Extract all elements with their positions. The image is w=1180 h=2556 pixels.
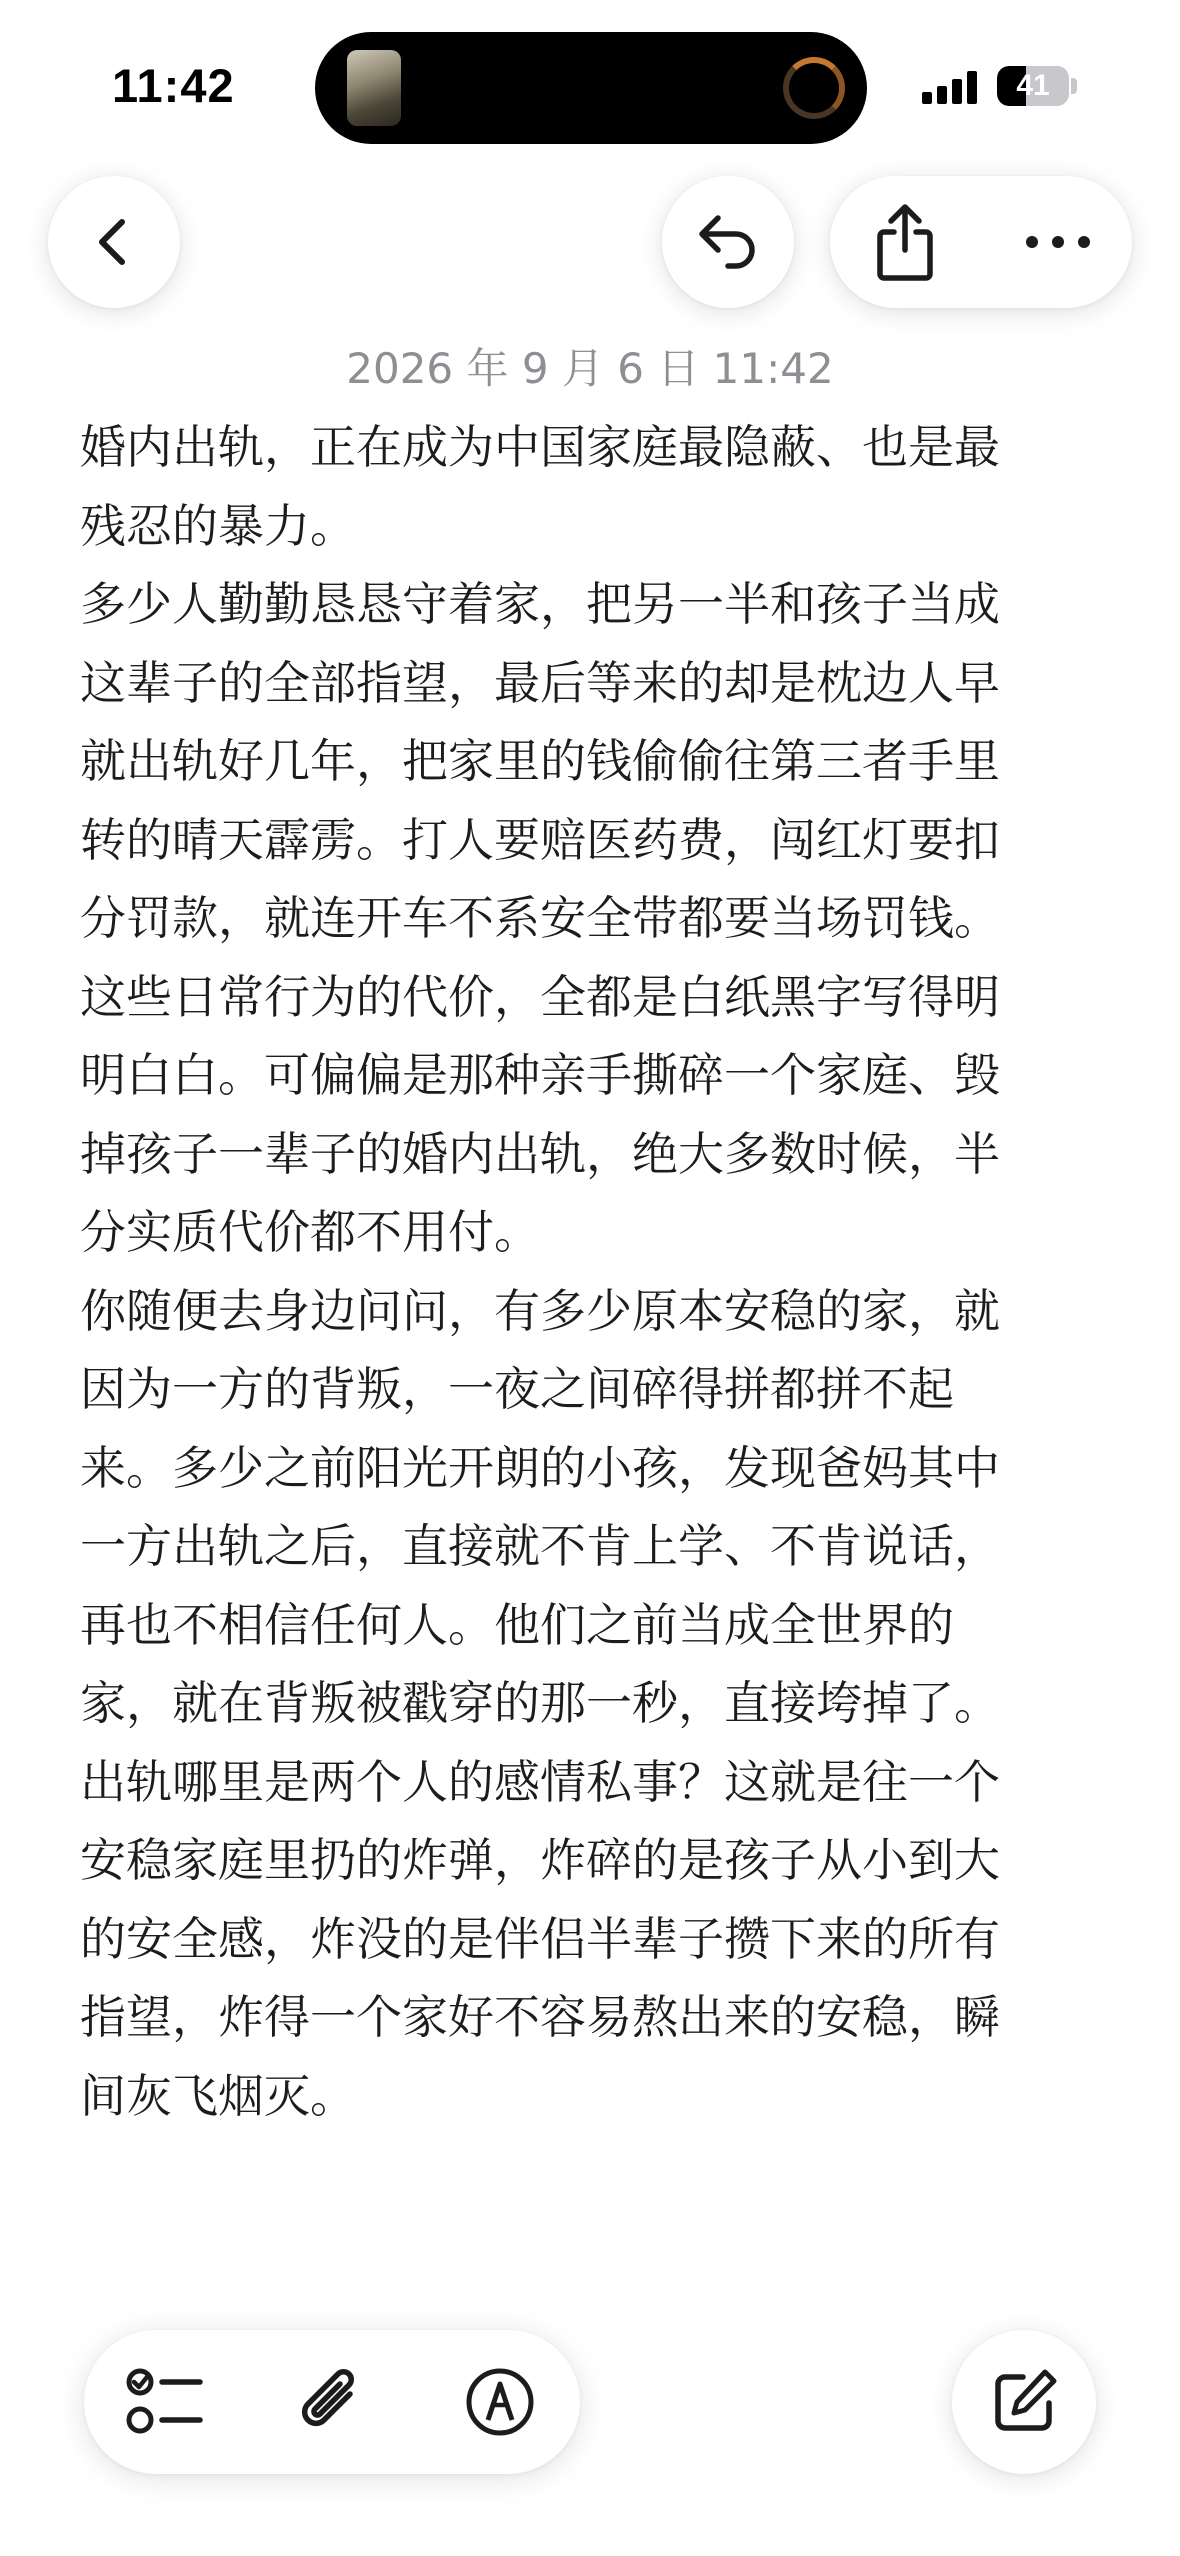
bottom-toolbar bbox=[84, 2330, 580, 2474]
note-text-line[interactable]: 安稳家庭里扔的炸弹，炸碎的是孩子从小到大 bbox=[80, 1833, 1000, 1887]
note-text-line[interactable]: 明白白。可偏偏是那种亲手撕碎一个家庭、毁 bbox=[80, 1048, 1000, 1102]
note-body[interactable] bbox=[80, 408, 1110, 2135]
note-text-line[interactable]: 婚内出轨，正在成为中国家庭最隐蔽、也是最 bbox=[80, 420, 1000, 474]
note-text-line[interactable]: 一方出轨之后，直接就不肯上学、不肯说话， bbox=[80, 1519, 1000, 1573]
note-text-line[interactable]: 因为一方的背叛，一夜之间碎得拼都拼不起 bbox=[80, 1362, 954, 1416]
note-text-line[interactable]: 出轨哪里是两个人的感情私事？这就是往一个 bbox=[80, 1754, 1000, 1809]
actions-pill bbox=[830, 176, 1132, 308]
back-button[interactable] bbox=[48, 176, 180, 308]
note-text-line[interactable]: 家，就在背叛被戳穿的那一秒，直接垮掉了。 bbox=[80, 1676, 1000, 1730]
note-text-line[interactable]: 分实质代价都不用付。 bbox=[80, 1205, 540, 1259]
note-text-line[interactable]: 指望，炸得一个家好不容易熬出来的安稳，瞬 bbox=[80, 1990, 1000, 2044]
note-text-line[interactable]: 这些日常行为的代价，全都是白纸黑字写得明 bbox=[80, 969, 1000, 1024]
cellular-signal-icon bbox=[922, 70, 978, 104]
compose-button[interactable] bbox=[952, 2330, 1096, 2474]
checklist-button[interactable] bbox=[120, 2356, 212, 2448]
note-text-line[interactable]: 就出轨好几年，把家里的钱偷偷往第三者手里 bbox=[80, 734, 1000, 788]
attach-button[interactable] bbox=[286, 2356, 378, 2448]
note-text-line[interactable]: 来。多少之前阳光开朗的小孩，发现爸妈其中 bbox=[80, 1440, 1000, 1495]
checklist-icon bbox=[126, 2364, 206, 2440]
share-button[interactable] bbox=[858, 196, 952, 288]
note-text-line[interactable]: 转的晴天霹雳。打人要赔医药费，闯红灯要扣 bbox=[80, 812, 1000, 867]
chevron-left-icon bbox=[84, 212, 144, 272]
battery-level: 41 bbox=[1016, 69, 1050, 102]
markup-button[interactable] bbox=[454, 2356, 546, 2448]
note-text-line[interactable]: 的安全感，炸没的是伴侣半辈子攒下来的所有 bbox=[80, 1911, 1000, 1966]
markup-pen-icon bbox=[462, 2364, 538, 2440]
note-text-line[interactable]: 这辈子的全部指望，最后等来的却是枕边人早 bbox=[80, 655, 1000, 710]
ellipsis-icon bbox=[1023, 232, 1093, 252]
note-text-line[interactable]: 间灰飞烟灭。 bbox=[80, 2068, 356, 2123]
timer-ring-icon[interactable] bbox=[783, 57, 845, 119]
more-button[interactable] bbox=[1008, 196, 1108, 288]
paperclip-icon bbox=[294, 2364, 370, 2440]
note-text-line[interactable]: 你随便去身边问问，有多少原本安稳的家，就 bbox=[80, 1283, 1000, 1338]
note-text-line[interactable]: 再也不相信任何人。他们之前当成全世界的 bbox=[80, 1597, 954, 1652]
share-icon bbox=[870, 200, 940, 284]
undo-button[interactable] bbox=[662, 176, 794, 308]
note-text-line[interactable]: 分罚款，就连开车不系安全带都要当场罚钱。 bbox=[80, 891, 1000, 945]
compose-icon bbox=[987, 2365, 1061, 2439]
status-time: 11:42 bbox=[112, 59, 235, 112]
now-playing-artwork-icon[interactable] bbox=[347, 50, 401, 126]
note-text-line[interactable]: 残忍的暴力。 bbox=[80, 498, 356, 553]
battery-icon bbox=[997, 66, 1069, 106]
undo-icon bbox=[690, 204, 766, 280]
battery-nub bbox=[1071, 78, 1077, 94]
note-text-line[interactable]: 掉孩子一辈子的婚内出轨，绝大多数时候，半 bbox=[80, 1126, 1000, 1181]
dynamic-island[interactable] bbox=[315, 32, 867, 144]
note-text-line[interactable]: 多少人勤勤恳恳守着家，把另一半和孩子当成 bbox=[80, 577, 1000, 631]
note-date: 2026 年 9 月 6 日 11:42 bbox=[346, 344, 834, 393]
